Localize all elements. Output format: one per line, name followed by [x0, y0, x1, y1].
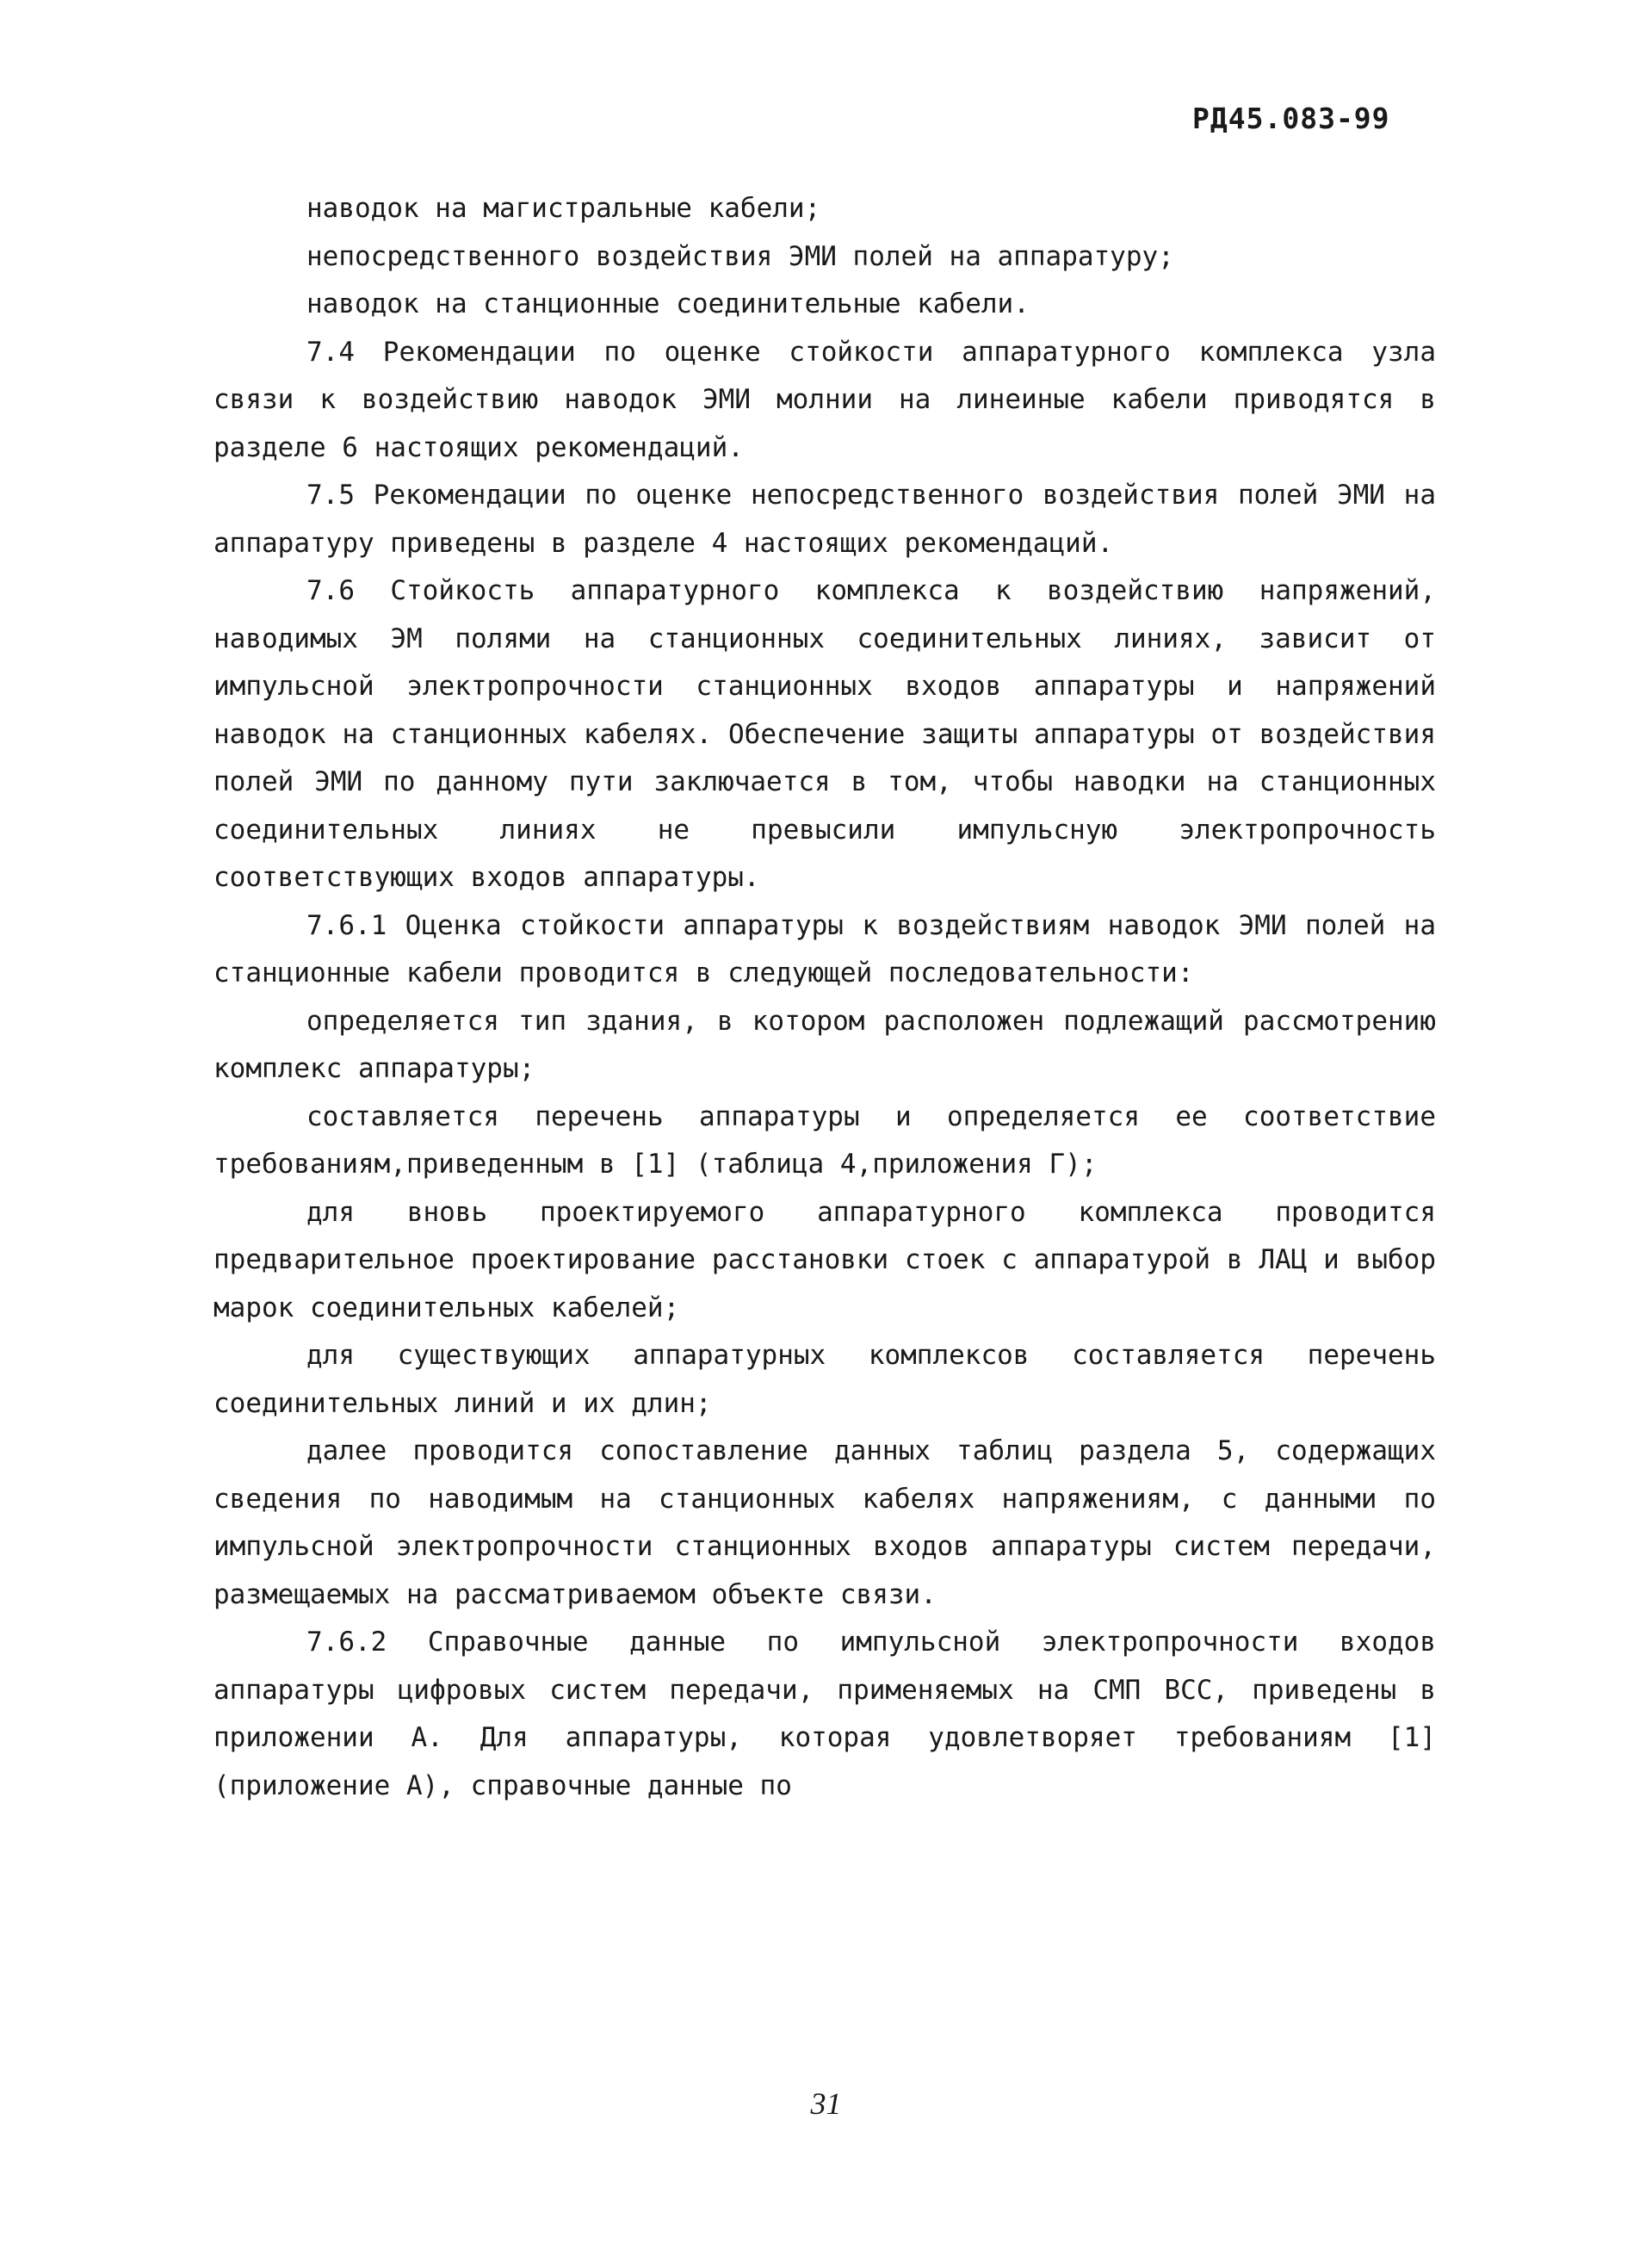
list-item: определяется тип здания, в котором расположен подлежащий рассмотрению комплекс аппаратуры; [213, 1005, 1436, 1084]
paragraph-7-6-2: 7.6.2 Справочные данные по импульсной электропрочности входов аппаратуры цифровых систем передачи, применяемых на СМП ВСС, приведены в приложении А. Для аппаратуры, которая удовлетворяет требованиям [1] (приложение А), справочные данные по [213, 1627, 1436, 1801]
page-number: 31 [810, 2086, 842, 2121]
paragraph-7-6-1: 7.6.1 Оценка стойкости аппаратуры к воздействиям наводок ЭМИ полей на станционные кабели проводится в следующей последовательности: [213, 909, 1436, 989]
paragraph-7-4: 7.4 Рекомендации по оценке стойкости аппаратурного комплекса узла связи к воздействию наводок ЭМИ молнии на линеиные кабели приводятся в разделе 6 настоящих рекомендаций. [213, 336, 1436, 463]
list-item: наводок на магистральные кабели; [306, 193, 821, 224]
list-item: далее проводится сопоставление данных таблиц раздела 5, содержащих сведения по наводимым на станционных кабелях напряжениям, с данными по импульсной электропрочности станционных входов аппаратуры систем передачи, размещаемых на рассматриваемом объекте связи. [213, 1435, 1436, 1610]
list-item: для существующих аппаратурных комплексов составляется перечень соединительных линий и их длин; [213, 1340, 1436, 1419]
document-code: РД45.083-99 [1192, 102, 1390, 135]
list-item: наводок на станционные соединительные кабели. [306, 288, 1030, 319]
body-text [213, 185, 1436, 1810]
paragraph-7-5: 7.5 Рекомендации по оценке непосредственного воздействия полей ЭМИ на аппаратуру приведены в разделе 4 настоящих рекомендаций. [213, 480, 1436, 559]
list-item: составляется перечень аппаратуры и определяется ее соответствие требованиям,приведенным в [1] (таблица 4,приложения Г); [213, 1100, 1436, 1180]
list-item: непосредственного воздействия ЭМИ полей на аппаратуру; [306, 240, 1174, 272]
paragraph-7-6: 7.6 Стойкость аппаратурного комплекса к воздействию напряжений, наводимых ЭМ полями на станционных соединительных линиях, зависит от импульсной электропрочности станционных входов аппаратуры и напряжений наводок на станционных кабелях. Обеспечение защиты аппаратуры от воздействия полей ЭМИ по данному пути заключается в том, чтобы наводки на станционных соединительных линиях не превысили импульсную электропрочность соответствующих входов аппаратуры. [213, 575, 1436, 893]
list-item: для вновь проектируемого аппаратурного комплекса проводится предварительное проектирование расстановки стоек с аппаратурой в ЛАЦ и выбор марок соединительных кабелей; [213, 1196, 1436, 1323]
